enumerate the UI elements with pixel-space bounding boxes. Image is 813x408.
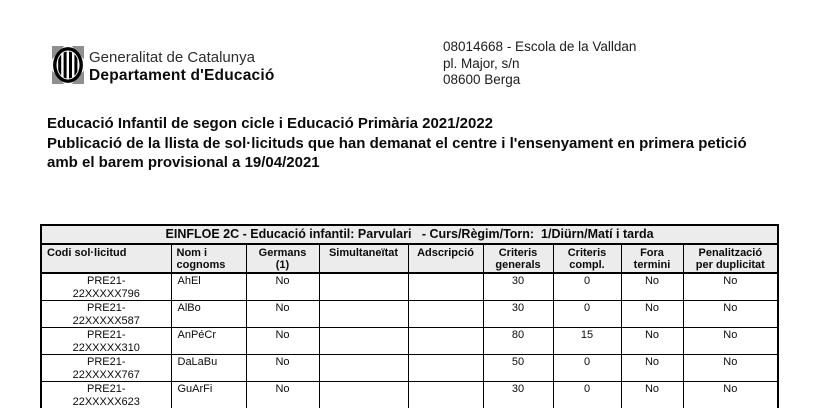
school-code-name: 08014668 - Escola de la Valldan <box>443 39 637 54</box>
germans-cell: No <box>246 382 319 408</box>
fora-termini-cell: No <box>621 382 683 408</box>
codi-cell: PRE21- 22XXXXX587 <box>41 301 171 328</box>
column-header-codi: Codi sol·licitud <box>41 244 171 273</box>
germans-cell: No <box>246 301 319 328</box>
table-row <box>41 382 778 408</box>
column-header-criteris-compl: Criteris compl. <box>553 244 621 273</box>
criteris-generals-cell: 30 <box>483 301 553 328</box>
adscripcio-cell <box>408 273 483 301</box>
penalitzacio-cell: No <box>683 301 778 328</box>
column-header-criteris-generals: Criteris generals <box>483 244 553 273</box>
table-row <box>41 328 778 355</box>
column-header-germans: Germans (1) <box>246 244 319 273</box>
criteris-compl-cell: 0 <box>553 273 621 301</box>
applications-table-wrap <box>40 224 779 408</box>
simultaneitat-cell <box>319 328 408 355</box>
column-header-fora-termini: Fora termini <box>621 244 683 273</box>
criteris-compl-cell: 0 <box>553 355 621 382</box>
table-header-row <box>41 244 778 273</box>
criteris-generals-cell: 30 <box>483 382 553 408</box>
school-address <box>443 39 636 89</box>
applications-table <box>40 224 779 408</box>
penalitzacio-cell: No <box>683 273 778 301</box>
school-city: 08600 Berga <box>443 72 521 87</box>
simultaneitat-cell <box>319 301 408 328</box>
nom-cell: AhEl <box>171 273 246 301</box>
fora-termini-cell: No <box>621 301 683 328</box>
document-title-line2: Publicació de la llista de sol·licituds que han demanat el centre i l'ensenyament en primera petició amb el barem provisional a 19/04/2021 <box>47 134 747 171</box>
adscripcio-cell <box>408 328 483 355</box>
nom-cell: AlBo <box>171 301 246 328</box>
column-header-adscripcio: Adscripció <box>408 244 483 273</box>
adscripcio-cell <box>408 382 483 408</box>
generalitat-seal-icon <box>52 46 84 84</box>
adscripcio-cell <box>408 355 483 382</box>
nom-cell: GuArFi <box>171 382 246 408</box>
germans-cell: No <box>246 273 319 301</box>
simultaneitat-cell <box>319 382 408 408</box>
table-row <box>41 301 778 328</box>
brand-block <box>89 49 275 84</box>
table-row <box>41 355 778 382</box>
germans-cell: No <box>246 328 319 355</box>
column-header-nom: Nom i cognoms <box>171 244 246 273</box>
criteris-generals-cell: 30 <box>483 273 553 301</box>
document-title-line1: Educació Infantil de segon cicle i Educació Primària 2021/2022 <box>47 115 494 132</box>
column-header-penalitzacio: Penalització per duplicitat <box>683 244 778 273</box>
fora-termini-cell: No <box>621 355 683 382</box>
penalitzacio-cell: No <box>683 328 778 355</box>
fora-termini-cell: No <box>621 328 683 355</box>
adscripcio-cell <box>408 301 483 328</box>
criteris-compl-cell: 0 <box>553 382 621 408</box>
criteris-generals-cell: 50 <box>483 355 553 382</box>
org-department: Departament d'Educació <box>89 66 275 84</box>
criteris-compl-cell: 0 <box>553 301 621 328</box>
simultaneitat-cell <box>319 273 408 301</box>
penalitzacio-cell: No <box>683 355 778 382</box>
codi-cell: PRE21- 22XXXXX767 <box>41 355 171 382</box>
table-caption-row <box>41 225 778 244</box>
table-row <box>41 273 778 301</box>
penalitzacio-cell: No <box>683 382 778 408</box>
criteris-compl-cell: 15 <box>553 328 621 355</box>
column-header-simultaneitat: Simultaneïtat <box>319 244 408 273</box>
org-name: Generalitat de Catalunya <box>89 49 255 66</box>
codi-cell: PRE21- 22XXXXX796 <box>41 273 171 301</box>
simultaneitat-cell <box>319 355 408 382</box>
germans-cell: No <box>246 355 319 382</box>
table-caption: EINFLOE 2C - Educació infantil: Parvulari - Curs/Règim/Torn: 1/Diürn/Matí i tarda <box>41 225 778 244</box>
fora-termini-cell: No <box>621 273 683 301</box>
nom-cell: DaLaBu <box>171 355 246 382</box>
nom-cell: AnPéCr <box>171 328 246 355</box>
criteris-generals-cell: 80 <box>483 328 553 355</box>
codi-cell: PRE21- 22XXXXX310 <box>41 328 171 355</box>
school-street: pl. Major, s/n <box>443 55 520 71</box>
codi-cell: PRE21- 22XXXXX623 <box>41 382 171 408</box>
document-title <box>47 114 773 173</box>
